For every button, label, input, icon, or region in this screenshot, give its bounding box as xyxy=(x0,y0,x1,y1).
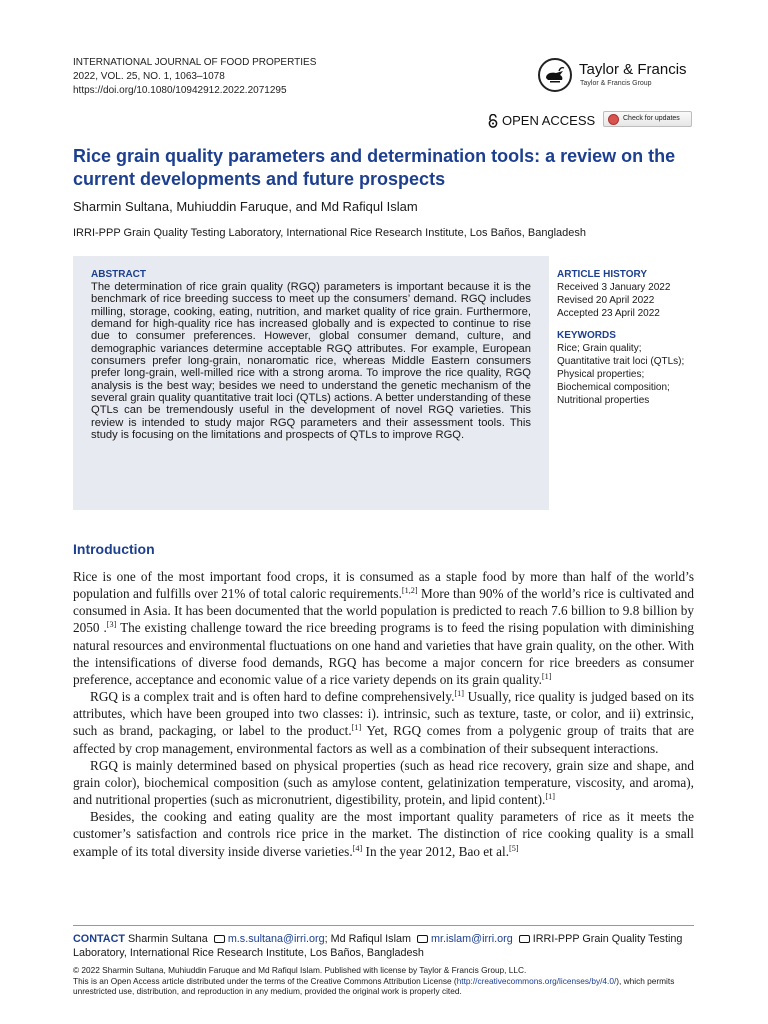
article-sidebar xyxy=(557,268,707,407)
crossmark-icon xyxy=(608,114,619,125)
contact-block xyxy=(73,933,694,960)
license-text: This is an Open Access article distributed under the terms of the Creative Commons Attribution License (http://creativecommons.org/licenses/by/4.0/), which permits unrestricted use, distribution, and reproduction in any medium, provided the original work is properly cited. xyxy=(73,975,675,997)
open-lock-icon xyxy=(488,114,498,131)
abstract-text: The determination of rice grain quality (RGQ) parameters is important because it is the benchmark of rice breeding success to meet up the consumers’ demand. RGQ includes milling, storage, cooking, eating, nutrition, and market quality of rice grain. Furthermore, demand for high-quality rice has increased globally and is expected to continue to rise due to consumer preferences. However, global consumer demand, culture, and demographic variances determine acceptable RGQ attributes. For example, European consumers prefer long-grain, nonaromatic rice, whereas Middle Eastern consumers prefer long-grain, well-milled rice with a strong aroma. To improve the rice quality, RGQ analysis is the best way; besides we need to understand the genetic mechanism of the several grain quality quantitative trait loci (QTLs) actions. A better understanding of these QTLs can be tremendously useful in the development of novel RGQ varieties. This review is intended to study major RGQ parameters and their assessment tools. This study is focusing on the limitations and prospects of QTLs to improve RGQ. xyxy=(91,281,531,442)
abstract-box xyxy=(73,256,549,510)
publisher-group: Taylor & Francis Group xyxy=(580,80,652,87)
publisher-logo[interactable] xyxy=(538,58,698,94)
paragraph: RGQ is a complex trait and is often hard to define comprehensively.[1] Usually, rice quality is judged based on its attributes, which have been grouped into two classes: i). intrinsic, such as texture, taste, or color, and ii) extrinsic, such as brand, packaging, or label to the product.[1] Yet, RGQ comes from a polygenic group of traits that are affected by crop management, environmental factors as well as a combination of their subsequent interactions. xyxy=(73,689,694,756)
article-history-heading: ARTICLE HISTORY xyxy=(557,269,648,280)
citation-link[interactable]: [1] xyxy=(541,672,552,682)
copyright-line: © 2022 Sharmin Sultana, Muhiuddin Faruque and Md Rafiqul Islam. Published with license by Taylor & Francis Group, LLC. xyxy=(73,965,527,975)
citation-link[interactable]: [3] xyxy=(106,620,117,630)
keyword-item: Biochemical composition; xyxy=(557,382,670,393)
keyword-item: Rice; Grain quality; xyxy=(557,343,642,354)
keyword-item: Nutritional properties xyxy=(557,395,650,406)
mail-icon xyxy=(417,935,428,943)
lamp-logo-icon xyxy=(538,58,572,92)
affiliation: IRRI-PPP Grain Quality Testing Laboratory, International Rice Research Institute, Los Baños, Bangladesh xyxy=(73,227,586,239)
open-access-badge xyxy=(488,113,595,131)
keyword-item: Physical properties; xyxy=(557,369,645,380)
mail-icon xyxy=(214,935,225,943)
journal-doi-link[interactable]: https://doi.org/10.1080/10942912.2022.2071295 xyxy=(73,85,287,96)
contact-address: IRRI-PPP Grain Quality Testing Laboratory, International Rice Research Institute, Los Baños, Bangladesh xyxy=(73,933,683,959)
citation-link[interactable]: [1] xyxy=(545,792,555,802)
journal-volume: 2022, VOL. 25, NO. 1, 1063–1078 xyxy=(73,71,225,82)
open-access-label: OPEN ACCESS xyxy=(502,113,596,128)
email-link[interactable]: m.s.sultana@irri.org xyxy=(227,933,325,945)
abstract-heading: ABSTRACT xyxy=(91,269,146,280)
contact-separator: ; Md Rafiqul Islam xyxy=(324,933,411,945)
article-title: Rice grain quality parameters and determination tools: a review on the current developments and future prospects xyxy=(73,146,676,189)
paragraph: Rice is one of the most important food crops, it is consumed as a staple food by more than half of the world’s population and fulfills over 21% of total caloric requirements.[1,2] More than 90% of the world’s rice is cultivated and consumed in Asia. It has been documented that the world population is predicted to reach 7.6 billion to 9.8 billion by 2050 .[3] The existing challenge toward the rice breeding programs is to feed the rising population with diminishing natural resources and environmental fluctuations on one hand and varieties that have grain quality, on the other. With the intensifications of diverse food demands, RGQ has become a major concern for rice breeders as consumer preference, acceptance and economic value of a rice variety depends on its grain quality.[1] xyxy=(73,569,694,687)
mail-icon xyxy=(519,935,530,943)
received-date: Received 3 January 2022 xyxy=(557,282,671,293)
introduction-body xyxy=(73,568,694,860)
keyword-item: Quantitative trait loci (QTLs); xyxy=(557,356,685,367)
authors: Sharmin Sultana, Muhiuddin Faruque, and Md Rafiqul Islam xyxy=(73,199,418,214)
journal-name: INTERNATIONAL JOURNAL OF FOOD PROPERTIES xyxy=(73,57,317,68)
footer-divider xyxy=(73,925,694,926)
revised-date: Revised 20 April 2022 xyxy=(557,295,655,306)
contact-label: CONTACT xyxy=(73,933,125,945)
citation-link[interactable]: [1] xyxy=(454,689,464,699)
introduction-heading: Introduction xyxy=(73,541,155,557)
paragraph: Besides, the cooking and eating quality are the most important quality parameters of rice as it meets the customer’s satisfaction and controls rice price in the market. The distinction of rice cooking quality is a small example of its total diversity inside diverse varieties.[4] In the year 2012, Bao et al.[5] xyxy=(73,809,694,859)
citation-link[interactable]: [1] xyxy=(351,723,362,733)
journal-header xyxy=(73,56,316,98)
check-updates-label: Check for updates xyxy=(623,115,680,122)
keywords-heading: KEYWORDS xyxy=(557,330,616,341)
citation-link[interactable]: [1,2] xyxy=(401,586,418,596)
citation-link[interactable]: [4] xyxy=(352,843,363,853)
contact-name: Sharmin Sultana xyxy=(127,933,208,945)
accepted-date: Accepted 23 April 2022 xyxy=(557,308,660,319)
citation-link[interactable]: [5] xyxy=(509,843,519,853)
license-block xyxy=(73,965,703,997)
license-link[interactable]: http://creativecommons.org/licenses/by/4.0/ xyxy=(456,975,617,986)
publisher-name: Taylor & Francis xyxy=(579,61,687,78)
check-updates-button[interactable] xyxy=(603,111,692,127)
email-link[interactable]: mr.islam@irri.org xyxy=(430,933,513,945)
paragraph: RGQ is mainly determined based on physical properties (such as head rice recovery, grain size and shape, and grain color), biochemical composition (such as amylose content, gelatinization temperature, viscosity, and aroma), and nutritional properties (such as micronutrient, digestibility, protein, and lipid content).[1] xyxy=(73,757,694,808)
